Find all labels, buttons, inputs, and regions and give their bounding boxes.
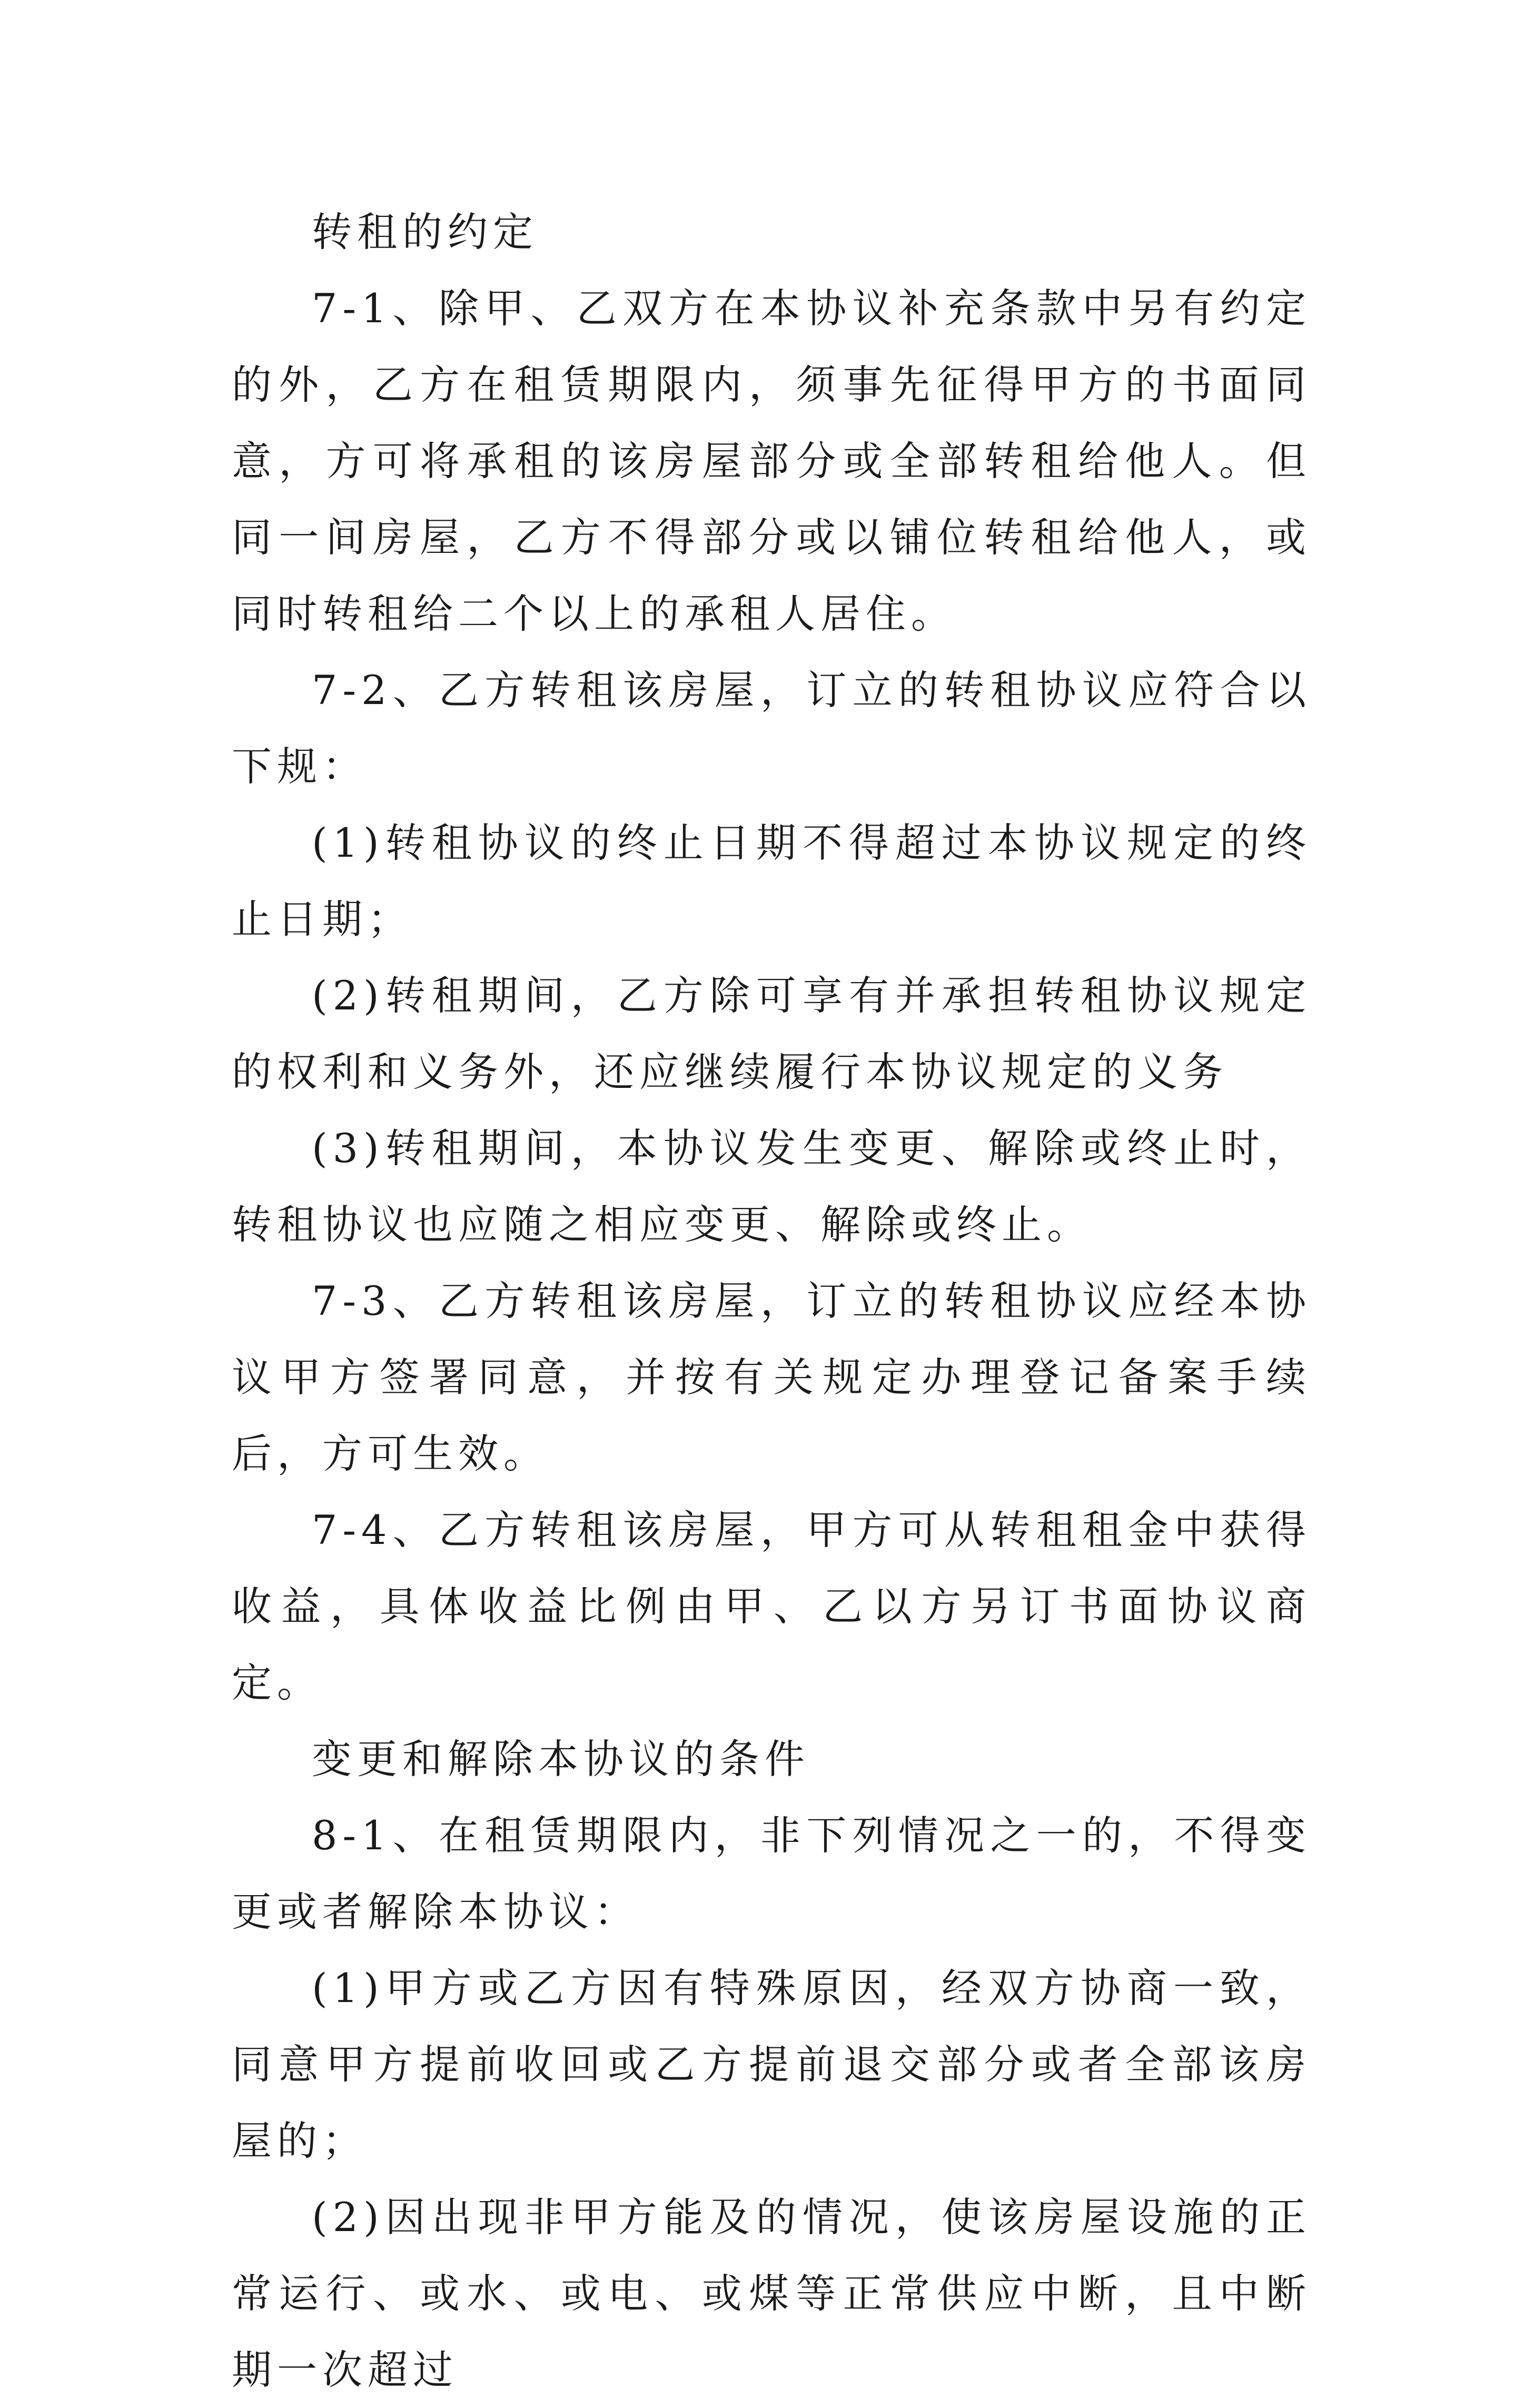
clause-7-2-item-3: (3)转租期间，本协议发生变更、解除或终止时，转租协议也应随之相应变更、解除或终止。 <box>232 1125 1311 1248</box>
clause-7-2-item-1: (1)转租协议的终止日期不得超过本协议规定的终止日期； <box>232 819 1311 943</box>
clause-8-1-item-2: (2)因出现非甲方能及的情况，使该房屋设施的正常运行、或水、或电、或煤等正常供应中断，且中断期一次超过 <box>232 2194 1311 2393</box>
section-heading-change-termination: 变更和解除本协议的条件 <box>312 1736 810 1782</box>
document-body <box>232 194 1311 2408</box>
clause-7-4: 7-4、乙方转租该房屋，甲方可从转租租金中获得收益，具体收益比例由甲、乙以方另订书面协议商定。 <box>232 1507 1311 1706</box>
section-heading-sublease: 转租的约定 <box>312 209 538 255</box>
clause-7-2: 7-2、乙方转租该房屋，订立的转租协议应符合以下规： <box>232 667 1311 790</box>
clause-8-1: 8-1、在租赁期限内，非下列情况之一的，不得变更或者解除本协议： <box>232 1812 1311 1935</box>
clause-8-1-item-1: (1)甲方或乙方因有特殊原因，经双方协商一致，同意甲方提前收回或乙方提前退交部分或者全部该房屋的； <box>232 1965 1311 2164</box>
clause-7-1: 7-1、除甲、乙双方在本协议补充条款中另有约定的外，乙方在租赁期限内，须事先征得甲方的书面同意，方可将承租的该房屋部分或全部转租给他人。但同一间房屋，乙方不得部分或以铺位转租给他人，或同时转租给二个以上的承租人居住。 <box>232 285 1311 637</box>
clause-7-2-item-2: (2)转租期间，乙方除可享有并承担转租协议规定的权利和义务外，还应继续履行本协议规定的义务 <box>232 972 1311 1095</box>
clause-7-3: 7-3、乙方转租该房屋，订立的转租协议应经本协议甲方签署同意，并按有关规定办理登记备案手续后，方可生效。 <box>232 1277 1311 1477</box>
